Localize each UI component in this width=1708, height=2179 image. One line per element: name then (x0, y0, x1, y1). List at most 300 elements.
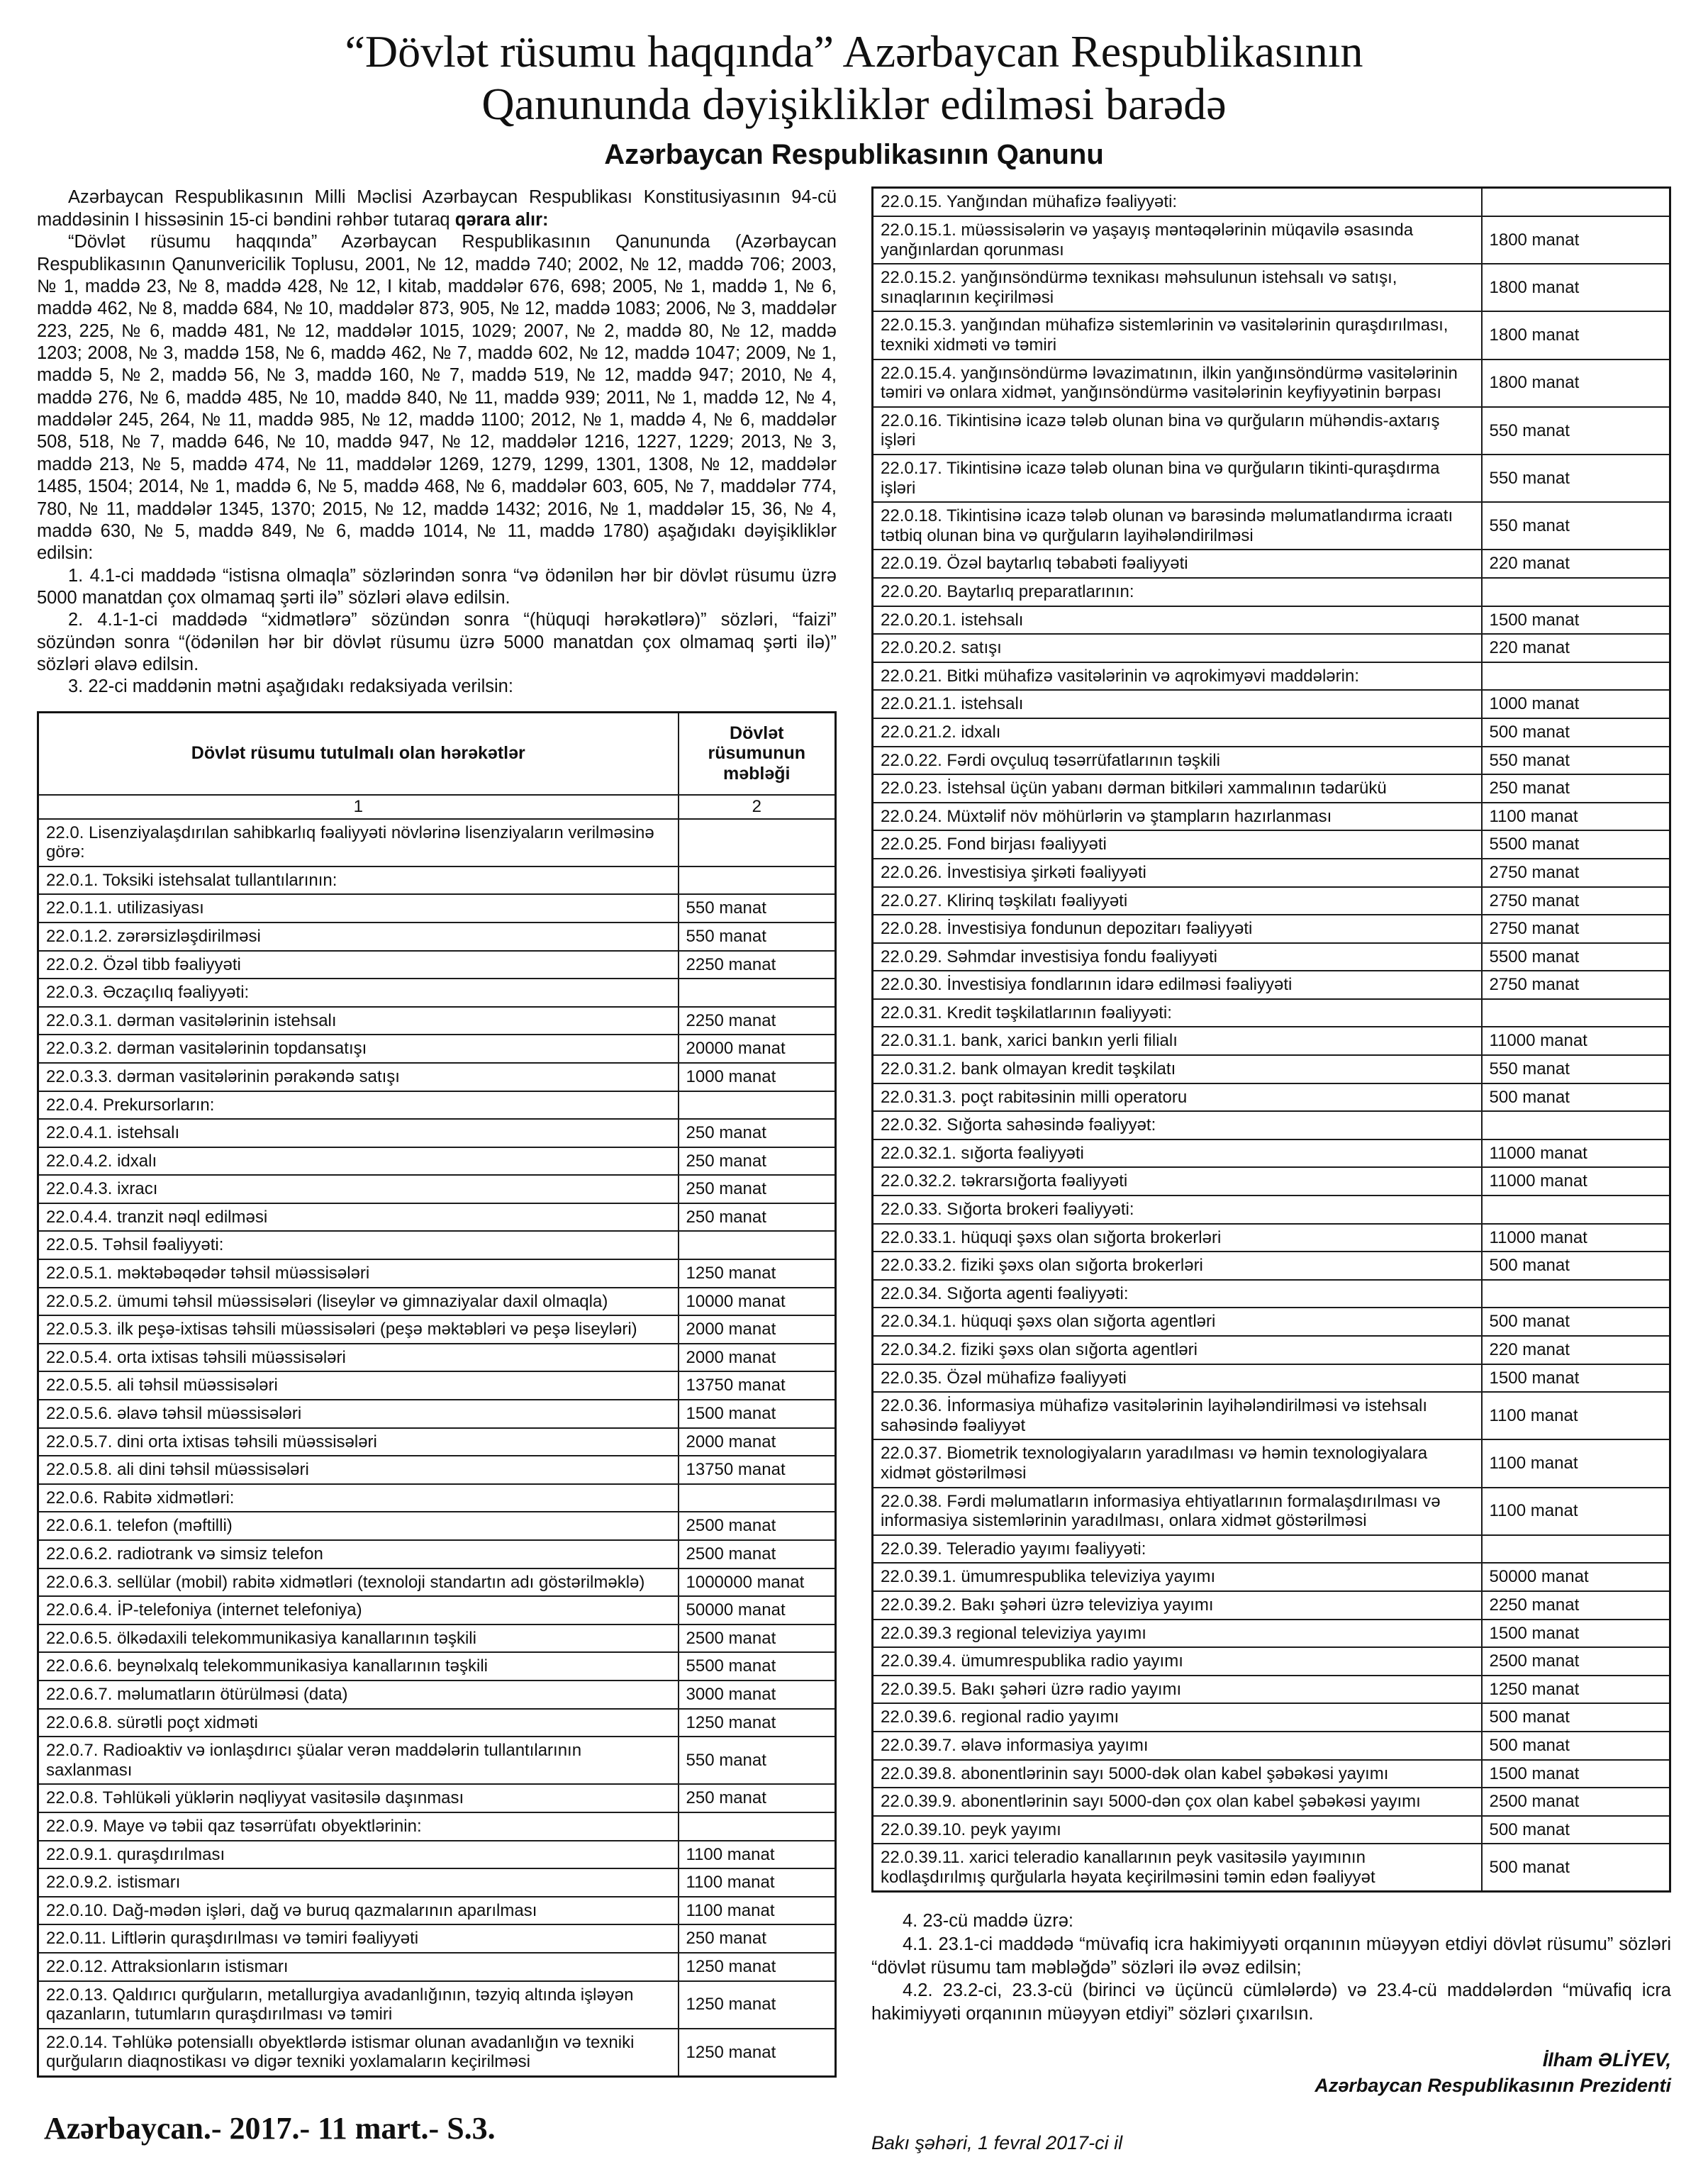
fee-row (38, 1841, 836, 1869)
fee-action-cell: 22.0.20. Baytarlıq preparatlarının: (873, 578, 1482, 606)
fee-action-cell: 22.0.20.1. istehsalı (873, 606, 1482, 635)
fee-action-cell: 22.0.36. İnformasiya mühafizə vasitələrinin layihələndirilməsi və istehsalı sahəsində fəaliyyət (873, 1392, 1482, 1439)
fee-action-cell: 22.0.35. Özəl mühafizə fəaliyyəti (873, 1364, 1482, 1393)
fee-row (873, 1392, 1670, 1439)
fee-row (873, 1224, 1670, 1252)
fee-row (873, 718, 1670, 747)
fee-row (873, 774, 1670, 803)
fee-action-cell: 22.0.14. Təhlükə potensiallı obyektlərdə istismar olunan avadanlığın və texniki qurğuların diaqnostikası və digər texniki yoxlamaların keçirilməsi (38, 2029, 679, 2077)
fee-amount-cell: 2750 manat (1482, 887, 1670, 915)
fee-row (38, 1063, 836, 1091)
fee-row (873, 1364, 1670, 1393)
fee-row (873, 1760, 1670, 1788)
fee-row (38, 1035, 836, 1063)
fee-amount-cell: 550 manat (1482, 1055, 1670, 1083)
fee-action-cell: 22.0.32.2. təkrarsığorta fəaliyyəti (873, 1167, 1482, 1196)
source-citation: Azərbaycan.- 2017.- 11 mart.- S.3. (44, 2111, 496, 2146)
fee-row (873, 1703, 1670, 1732)
fee-row (38, 1175, 836, 1203)
fee-amount-cell: 2250 manat (679, 951, 836, 979)
fee-action-cell: 22.0.33.1. hüquqi şəxs olan sığorta brokerləri (873, 1224, 1482, 1252)
fee-action-cell: 22.0.29. Səhmdar investisiya fondu fəaliyyəti (873, 943, 1482, 971)
fee-amount-cell: 1250 manat (679, 1259, 836, 1288)
fee-amount-cell: 5500 manat (679, 1652, 836, 1681)
column-number-1: 1 (38, 795, 679, 819)
fee-row (873, 1167, 1670, 1196)
fee-amount-cell: 250 manat (679, 1119, 836, 1147)
fee-row (38, 1981, 836, 2029)
fee-row (873, 1563, 1670, 1591)
fee-action-cell: 22.0.2. Özəl tibb fəaliyyəti (38, 951, 679, 979)
fee-amount-cell: 1100 manat (1482, 803, 1670, 831)
fee-row (873, 1488, 1670, 1535)
fee-row (873, 502, 1670, 550)
fee-amount-cell: 1500 manat (1482, 1620, 1670, 1648)
fee-action-cell: 22.0.9.1. quraşdırılması (38, 1841, 679, 1869)
fee-amount-cell (679, 1091, 836, 1120)
fee-action-cell: 22.0.15.4. yanğınsöndürmə ləvazimatının, ilkin yanğınsöndürmə vasitələrinin təmiri və onlara xidmət, yanğınsöndürmə vasitələrinin keyfiyyətinin bərpası (873, 360, 1482, 407)
fee-action-cell: 22.0.5.8. ali dini təhsil müəssisələri (38, 1456, 679, 1484)
fee-row (38, 923, 836, 951)
fee-amount-cell: 11000 manat (1482, 1167, 1670, 1196)
fee-row (873, 407, 1670, 455)
fee-amount-cell: 1100 manat (679, 1897, 836, 1925)
fee-action-cell: 22.0.30. İnvestisiya fondlarının idarə edilməsi fəaliyyəti (873, 971, 1482, 999)
intro-paragraph-3: 1. 4.1-ci maddədə “istisna olmaqla” sözlərindən sonra “və ödənilən hər bir dövlət rüsumu üzrə 5000 manatdan çox olmamaq şərti ilə” sözləri əlavə edilsin. (37, 565, 837, 608)
fee-action-cell: 22.0.39.7. əlavə informasiya yayımı (873, 1732, 1482, 1760)
fee-amount-cell: 5500 manat (1482, 943, 1670, 971)
fee-row (873, 188, 1670, 216)
fee-row (873, 1620, 1670, 1648)
fee-action-cell: 22.0.6.5. ölkədaxili telekommunikasiya kanallarının təşkili (38, 1625, 679, 1653)
fee-table-left-body (38, 819, 836, 2077)
fee-row (873, 1308, 1670, 1336)
fee-row (873, 606, 1670, 635)
fee-row (38, 1709, 836, 1737)
fee-row (873, 999, 1670, 1027)
fee-action-cell: 22.0.9.2. istismarı (38, 1868, 679, 1897)
fee-amount-cell: 250 manat (1482, 774, 1670, 803)
fee-row (873, 887, 1670, 915)
fee-row (38, 1540, 836, 1568)
signature-title: Azərbaycan Respublikasının Prezidenti (1315, 2075, 1671, 2097)
fee-row (873, 578, 1670, 606)
fee-action-cell: 22.0.9. Maye və təbii qaz təsərrüfatı obyektlərinin: (38, 1812, 679, 1841)
fee-row (38, 1203, 836, 1232)
fee-amount-cell (679, 819, 836, 866)
fee-amount-cell: 11000 manat (1482, 1027, 1670, 1055)
fee-row (38, 1484, 836, 1512)
fee-amount-cell: 250 manat (679, 1784, 836, 1812)
fee-table-header (38, 712, 836, 818)
intro-paragraph-1 (37, 186, 837, 231)
fee-row (38, 2029, 836, 2077)
fee-action-cell: 22.0.6. Rabitə xidmətləri: (38, 1484, 679, 1512)
fee-row (38, 1625, 836, 1653)
fee-row (873, 1439, 1670, 1487)
fee-action-cell: 22.0.6.6. beynəlxalq telekommunikasiya kanallarının təşkili (38, 1652, 679, 1681)
fee-action-cell: 22.0.6.4. İP-telefoniya (internet telefoniya) (38, 1596, 679, 1625)
fee-row (38, 1652, 836, 1681)
header-row (38, 712, 836, 795)
fee-row (873, 634, 1670, 662)
fee-action-cell: 22.0.15.1. müəssisələrin və yaşayış məntəqələrinin müqavilə əsasında yanğınlardan qorunması (873, 216, 1482, 264)
fee-row (873, 1647, 1670, 1676)
fee-table-right-body (873, 188, 1670, 1892)
fee-action-cell: 22.0.15. Yanğından mühafizə fəaliyyəti: (873, 188, 1482, 216)
fee-action-cell: 22.0.39.3 regional televiziya yayımı (873, 1620, 1482, 1648)
fee-action-cell: 22.0.31.2. bank olmayan kredit təşkilatı (873, 1055, 1482, 1083)
fee-amount-cell: 1000 manat (1482, 690, 1670, 718)
column-number-row (38, 795, 836, 819)
fee-amount-cell: 20000 manat (679, 1035, 836, 1063)
fee-action-cell: 22.0.5.5. ali təhsil müəssisələri (38, 1371, 679, 1400)
fee-action-cell: 22.0.39.1. ümumrespublika televiziya yayımı (873, 1563, 1482, 1591)
intro-paragraph-1-bold: qərara alır: (454, 209, 549, 230)
fee-amount-cell (1482, 1111, 1670, 1139)
fee-table-left (37, 711, 837, 2078)
fee-amount-cell: 2750 manat (1482, 971, 1670, 999)
fee-amount-cell: 2500 manat (1482, 1647, 1670, 1676)
fee-amount-cell (1482, 188, 1670, 216)
fee-action-cell: 22.0.25. Fond birjası fəaliyyəti (873, 830, 1482, 859)
two-column-layout (0, 186, 1708, 2154)
fee-action-cell: 22.0.16. Tikintisinə icazə tələb olunan bina və qurğuların mühəndis-axtarış işləri (873, 407, 1482, 455)
intro-paragraph-2: “Dövlət rüsumu haqqında” Azərbaycan Respublikasının Qanununda (Azərbaycan Respublikasının Qanunvericilik Toplusu, 2001, № 12, maddə 740; 2002, № 12, maddə 706; 2003, № 1, maddə 23, № 8, maddə 428, № 12, I kitab, maddələr 676, 698; 2005, № 1, maddə 1, № 6, maddə 462, № 8, maddə 684, № 10, maddələr 873, 905, № 12, maddə 1083; 2006, № 3, maddələr 223, 225, № 6, maddə 481, № 12, maddələr 1015, 1029; 2007, № 2, maddə 80, № 12, maddə 1203; 2008, № 3, maddə 158, № 6, maddə 462, № 7, maddə 602, № 12, maddə 1047; 2009, № 1, maddə 5, № 2, maddə 56, № 3, maddə 160, № 7, maddə 519, № 12, maddə 947; 2010, № 4, maddə 276, № 6, maddə 485, № 10, maddə 840, № 11, maddə 939; 2011, № 1, maddə 12, № 4, maddələr 245, 264, № 11, maddə 985, № 12, maddə 1100; 2012, № 1, maddə 4, № 6, maddələr 508, 518, № 7, maddə 646, № 10, maddə 947, № 12, maddələr 1216, 1227, 1229; 2013, № 3, maddə 213, № 5, maddə 474, № 11, maddələr 1269, 1279, 1299, 1301, 1308, № 12, maddələr 1485, 1504; 2014, № 1, maddə 6, № 5, maddə 468, № 6, maddələr 603, 605, № 7, maddələr 774, 780, № 11, maddələr 1345, 1370; 2015, № 12, maddə 1432; 2016, № 1, maddələr 15, 36, № 4, maddə 630, № 5, maddə 849, № 6, maddə 1014, № 11, maddə 1780) aşağıdakı dəyişikliklər edilsin: (37, 232, 837, 564)
fee-amount-cell: 500 manat (1482, 1308, 1670, 1336)
fee-row (38, 866, 836, 895)
fee-amount-cell: 1250 manat (679, 1953, 836, 1981)
fee-row (873, 1083, 1670, 1112)
fee-amount-cell (1482, 999, 1670, 1027)
fee-action-cell: 22.0.39.4. ümumrespublika radio yayımı (873, 1647, 1482, 1676)
fee-action-cell: 22.0.6.3. sellülar (mobil) rabitə xidmətləri (texnoloji standartın adı göstərilməklə) (38, 1568, 679, 1597)
fee-amount-cell: 50000 manat (1482, 1563, 1670, 1591)
fee-row (873, 971, 1670, 999)
fee-amount-cell (679, 979, 836, 1007)
fee-table-right (871, 186, 1671, 1893)
fee-action-cell: 22.0.33. Sığorta brokeri fəaliyyəti: (873, 1196, 1482, 1224)
fee-row (38, 1868, 836, 1897)
fee-action-cell: 22.0.5. Təhsil fəaliyyəti: (38, 1231, 679, 1259)
fee-row (873, 1252, 1670, 1280)
fee-row (873, 1591, 1670, 1620)
fee-row (38, 1512, 836, 1540)
fee-row (38, 1231, 836, 1259)
fee-amount-cell: 2750 manat (1482, 859, 1670, 887)
fee-amount-cell (679, 1812, 836, 1841)
fee-amount-cell: 550 manat (1482, 747, 1670, 775)
fee-action-cell: 22.0.10. Dağ-mədən işləri, dağ və buruq qazmalarının aparılması (38, 1897, 679, 1925)
fee-row (873, 662, 1670, 691)
fee-action-cell: 22.0.5.7. dini orta ixtisas təhsili müəssisələri (38, 1428, 679, 1456)
fee-row (873, 550, 1670, 578)
fee-action-cell: 22.0.4.1. istehsalı (38, 1119, 679, 1147)
fee-amount-cell: 1000000 manat (679, 1568, 836, 1597)
column-number-2: 2 (679, 795, 836, 819)
fee-amount-cell: 3000 manat (679, 1681, 836, 1709)
fee-row (38, 894, 836, 923)
fee-row (38, 1812, 836, 1841)
fee-amount-cell: 500 manat (1482, 1252, 1670, 1280)
fee-action-cell: 22.0.39. Teleradio yayımı fəaliyyəti: (873, 1535, 1482, 1564)
fee-row (873, 1535, 1670, 1564)
fee-amount-cell: 10000 manat (679, 1288, 836, 1316)
right-column (871, 186, 1671, 2154)
fee-action-cell: 22.0.11. Liftlərin quraşdırılması və təmiri fəaliyyəti (38, 1924, 679, 1953)
fee-row (38, 1456, 836, 1484)
fee-amount-cell: 500 manat (1482, 1732, 1670, 1760)
fee-action-cell: 22.0.4.2. idxalı (38, 1147, 679, 1176)
fee-row (873, 803, 1670, 831)
fee-action-cell: 22.0.15.2. yanğınsöndürmə texnikası məhsulunun istehsalı və satışı, sınaqlarının keçirilməsi (873, 264, 1482, 311)
fee-row (38, 1259, 836, 1288)
fee-amount-cell: 11000 manat (1482, 1139, 1670, 1168)
fee-amount-cell (679, 866, 836, 895)
fee-row (38, 1147, 836, 1176)
fee-amount-cell: 500 manat (1482, 1703, 1670, 1732)
fee-row (873, 1788, 1670, 1816)
fee-row (873, 1027, 1670, 1055)
fee-amount-cell: 1800 manat (1482, 216, 1670, 264)
fee-action-cell: 22.0.15.3. yanğından mühafizə sistemlərinin və vasitələrinin quraşdırılması, texniki xidməti və təmiri (873, 311, 1482, 359)
fee-action-cell: 22.0.7. Radioaktiv və ionlaşdırıcı şüalar verən maddələrin tullantılarının saxlanması (38, 1737, 679, 1784)
fee-row (873, 216, 1670, 264)
fee-amount-cell: 2500 manat (1482, 1788, 1670, 1816)
fee-amount-cell: 1800 manat (1482, 311, 1670, 359)
fee-amount-cell: 250 manat (679, 1147, 836, 1176)
fee-action-cell: 22.0.38. Fərdi məlumatların informasiya ehtiyatlarının formalaşdırılması və informasiya sistemlərinin yaradılması, onlara xidmət göstərilməsi (873, 1488, 1482, 1535)
fee-amount-cell (1482, 1196, 1670, 1224)
fee-amount-cell: 1250 manat (1482, 1676, 1670, 1704)
fee-action-cell: 22.0.21. Bitki mühafizə vasitələrinin və aqrokimyəvi maddələrin: (873, 662, 1482, 691)
fee-amount-cell: 1500 manat (1482, 1364, 1670, 1393)
fee-amount-cell: 1100 manat (1482, 1392, 1670, 1439)
fee-row (38, 1119, 836, 1147)
fee-row (38, 1091, 836, 1120)
fee-row (38, 1784, 836, 1812)
fee-amount-cell: 1800 manat (1482, 264, 1670, 311)
fee-row (873, 747, 1670, 775)
fee-amount-cell: 1250 manat (679, 1709, 836, 1737)
fee-amount-cell: 250 manat (679, 1924, 836, 1953)
fee-amount-cell: 500 manat (1482, 1816, 1670, 1844)
fee-amount-cell: 220 manat (1482, 1336, 1670, 1364)
fee-row (873, 915, 1670, 943)
fee-row (38, 1371, 836, 1400)
fee-action-cell: 22.0.22. Fərdi ovçuluq təsərrüfatlarının təşkili (873, 747, 1482, 775)
left-column (37, 186, 837, 2154)
fee-action-cell: 22.0.19. Özəl baytarlıq təbabəti fəaliyyəti (873, 550, 1482, 578)
fee-row (38, 1400, 836, 1428)
fee-row (38, 1737, 836, 1784)
fee-row (38, 1924, 836, 1953)
fee-row (873, 1844, 1670, 1892)
fee-amount-cell: 220 manat (1482, 550, 1670, 578)
intro-paragraph-5: 3. 22-ci maddənin mətni aşağıdakı redaksiyada verilsin: (68, 676, 513, 697)
fee-amount-cell (1482, 1535, 1670, 1564)
fee-action-cell: 22.0.5.1. məktəbəqədər təhsil müəssisələri (38, 1259, 679, 1288)
fee-row (873, 311, 1670, 359)
intro-section (37, 186, 837, 698)
document-title-line2: Qanununda dəyişikliklər edilməsi barədə (481, 79, 1227, 130)
fee-action-cell: 22.0.32.1. sığorta fəaliyyəti (873, 1139, 1482, 1168)
fee-action-cell: 22.0.5.2. ümumi təhsil müəssisələri (liseylər və gimnaziyalar daxil olmaqla) (38, 1288, 679, 1316)
fee-amount-cell: 50000 manat (679, 1596, 836, 1625)
fee-amount-cell: 550 manat (679, 894, 836, 923)
fee-row (873, 1196, 1670, 1224)
fee-action-cell: 22.0.6.1. telefon (məftilli) (38, 1512, 679, 1540)
fee-amount-cell: 13750 manat (679, 1371, 836, 1400)
fee-amount-cell: 500 manat (1482, 1844, 1670, 1892)
fee-action-cell: 22.0.32. Sığorta sahəsində fəaliyyət: (873, 1111, 1482, 1139)
fee-amount-cell: 1000 manat (679, 1063, 836, 1091)
fee-amount-cell: 2500 manat (679, 1625, 836, 1653)
fee-action-cell: 22.0.39.10. peyk yayımı (873, 1816, 1482, 1844)
dateline: Bakı şəhəri, 1 fevral 2017-ci il (871, 2132, 1123, 2154)
fee-action-cell: 22.0.20.2. satışı (873, 634, 1482, 662)
fee-row (38, 1897, 836, 1925)
fee-row (873, 1139, 1670, 1168)
fee-amount-cell: 2000 manat (679, 1344, 836, 1372)
fee-row (873, 1816, 1670, 1844)
fee-amount-cell: 220 manat (1482, 634, 1670, 662)
fee-action-cell: 22.0.13. Qaldırıcı qurğuların, metallurgiya avadanlığının, təzyiq altında işləyən qazanların, tutumların quraşdırılması və təmiri (38, 1981, 679, 2029)
fee-action-cell: 22.0.39.8. abonentlərinin sayı 5000-dək olan kabel şəbəkəsi yayımı (873, 1760, 1482, 1788)
fee-action-cell: 22.0.27. Klirinq təşkilatı fəaliyyəti (873, 887, 1482, 915)
fee-amount-cell: 550 manat (1482, 455, 1670, 502)
fee-row (38, 819, 836, 866)
fee-amount-cell: 2000 manat (679, 1428, 836, 1456)
signature-name: İlham ƏLİYEV, (1542, 2049, 1671, 2071)
fee-amount-cell: 1250 manat (679, 2029, 836, 2077)
fee-row (873, 264, 1670, 311)
fee-amount-cell: 250 manat (679, 1175, 836, 1203)
fee-amount-cell: 1500 manat (1482, 1760, 1670, 1788)
fee-action-cell: 22.0.23. İstehsal üçün yabanı dərman bitkiləri xammalının tədarükü (873, 774, 1482, 803)
fee-amount-cell: 500 manat (1482, 718, 1670, 747)
fee-amount-cell: 1100 manat (679, 1868, 836, 1897)
fee-action-cell: 22.0.3.2. dərman vasitələrinin topdansatışı (38, 1035, 679, 1063)
closing-paragraph-3: 4.2. 23.2-ci, 23.3-cü (birinci və üçüncü cümlələrdə) və 23.4-cü maddələrdən “müvafiq icra hakimiyyəti orqanının müəyyən etdiyi” sözləri çıxarılsın. (871, 1980, 1671, 2024)
fee-amount-cell: 1100 manat (1482, 1488, 1670, 1535)
fee-action-cell: 22.0.34.1. hüquqi şəxs olan sığorta agentləri (873, 1308, 1482, 1336)
header-actions-cell: Dövlət rüsumu tutulmalı olan hərəkətlər (38, 712, 679, 795)
fee-action-cell: 22.0.12. Attraksionların istismarı (38, 1953, 679, 1981)
fee-row (873, 859, 1670, 887)
intro-paragraph-4: 2. 4.1-1-ci maddədə “xidmətlərə” sözündən sonra “(hüquqi hərəkətlərə)” sözləri, “faizi” sözündən sonra “(ödənilən hər bir dövlət rüsumu üzrə 5000 manatdan çox olmamaq şərti ilə)” sözləri əlavə edilsin. (37, 610, 837, 675)
signature-block (871, 2047, 1671, 2099)
fee-row (873, 1111, 1670, 1139)
fee-action-cell: 22.0.31.3. poçt rabitəsinin milli operatoru (873, 1083, 1482, 1112)
fee-amount-cell: 2500 manat (679, 1512, 836, 1540)
closing-section (871, 1910, 1671, 2154)
fee-amount-cell: 2750 manat (1482, 915, 1670, 943)
fee-amount-cell (1482, 578, 1670, 606)
fee-action-cell: 22.0.3. Əczaçılıq fəaliyyəti: (38, 979, 679, 1007)
closing-paragraph-2: 4.1. 23.1-ci maddədə “müvafiq icra hakimiyyəti orqanının müəyyən etdiyi dövlət rüsumu” sözləri “dövlət rüsumu tam məbləğdə” sözləri ilə əvəz edilsin; (871, 1934, 1671, 1978)
fee-row (873, 1336, 1670, 1364)
fee-action-cell: 22.0.1. Toksiki istehsalat tullantılarının: (38, 866, 679, 895)
fee-action-cell: 22.0.28. İnvestisiya fondunun depozitarı fəaliyyəti (873, 915, 1482, 943)
fee-row (38, 1344, 836, 1372)
fee-action-cell: 22.0.6.8. sürətli poçt xidməti (38, 1709, 679, 1737)
fee-row (38, 1953, 836, 1981)
fee-action-cell: 22.0.4.4. tranzit nəql edilməsi (38, 1203, 679, 1232)
fee-row (873, 1280, 1670, 1308)
fee-row (873, 1676, 1670, 1704)
document-title (0, 0, 1708, 130)
fee-amount-cell: 550 manat (679, 923, 836, 951)
fee-action-cell: 22.0.39.9. abonentlərinin sayı 5000-dən çox olan kabel şəbəkəsi yayımı (873, 1788, 1482, 1816)
fee-action-cell: 22.0.39.11. xarici teleradio kanallarının peyk vasitəsilə yayımının kodlaşdırılmış qurğularla həyata keçirilməsini təmin edən fəaliyyət (873, 1844, 1482, 1892)
fee-amount-cell: 1500 manat (679, 1400, 836, 1428)
fee-row (38, 951, 836, 979)
fee-action-cell: 22.0.5.3. ilk peşə-ixtisas təhsili müəssisələri (peşə məktəbləri və peşə liseyləri) (38, 1315, 679, 1344)
fee-action-cell: 22.0.5.6. əlavə təhsil müəssisələri (38, 1400, 679, 1428)
fee-row (38, 1428, 836, 1456)
fee-amount-cell: 550 manat (1482, 502, 1670, 550)
fee-amount-cell: 1100 manat (679, 1841, 836, 1869)
fee-row (38, 1007, 836, 1035)
fee-action-cell: 22.0.39.2. Bakı şəhəri üzrə televiziya yayımı (873, 1591, 1482, 1620)
fee-action-cell: 22.0.24. Müxtəlif növ möhürlərin və ştampların hazırlanması (873, 803, 1482, 831)
fee-action-cell: 22.0.6.7. məlumatların ötürülməsi (data) (38, 1681, 679, 1709)
fee-action-cell: 22.0.21.1. istehsalı (873, 690, 1482, 718)
fee-row (873, 1055, 1670, 1083)
fee-row (38, 1288, 836, 1316)
fee-action-cell: 22.0.21.2. idxalı (873, 718, 1482, 747)
fee-amount-cell: 550 manat (1482, 407, 1670, 455)
fee-action-cell: 22.0.3.3. dərman vasitələrinin pərakəndə satışı (38, 1063, 679, 1091)
fee-amount-cell: 1100 manat (1482, 1439, 1670, 1487)
fee-amount-cell: 1800 manat (1482, 360, 1670, 407)
fee-action-cell: 22.0.33.2. fiziki şəxs olan sığorta brokerləri (873, 1252, 1482, 1280)
fee-row (873, 1732, 1670, 1760)
fee-amount-cell: 2500 manat (679, 1540, 836, 1568)
fee-row (873, 455, 1670, 502)
fee-row (38, 1568, 836, 1597)
fee-action-cell: 22.0. Lisenziyalaşdırılan sahibkarlıq fəaliyyəti növlərinə lisenziyaların verilməsinə görə: (38, 819, 679, 866)
fee-amount-cell: 1250 manat (679, 1981, 836, 2029)
fee-amount-cell: 5500 manat (1482, 830, 1670, 859)
fee-amount-cell: 1500 manat (1482, 606, 1670, 635)
fee-action-cell: 22.0.6.2. radiotrank və simsiz telefon (38, 1540, 679, 1568)
fee-amount-cell (1482, 662, 1670, 691)
fee-action-cell: 22.0.18. Tikintisinə icazə tələb olunan və barəsində məlumatlandırma icraatı tətbiq olunan bina və qurğuların layihələndirilməsi (873, 502, 1482, 550)
fee-action-cell: 22.0.26. İnvestisiya şirkəti fəaliyyəti (873, 859, 1482, 887)
fee-action-cell: 22.0.34. Sığorta agenti fəaliyyəti: (873, 1280, 1482, 1308)
fee-row (873, 943, 1670, 971)
fee-action-cell: 22.0.4. Prekursorların: (38, 1091, 679, 1120)
fee-action-cell: 22.0.5.4. orta ixtisas təhsili müəssisələri (38, 1344, 679, 1372)
fee-amount-cell (1482, 1280, 1670, 1308)
fee-action-cell: 22.0.4.3. ixracı (38, 1175, 679, 1203)
fee-action-cell: 22.0.31.1. bank, xarici bankın yerli filialı (873, 1027, 1482, 1055)
fee-amount-cell: 250 manat (679, 1203, 836, 1232)
fee-amount-cell: 2250 manat (1482, 1591, 1670, 1620)
fee-action-cell: 22.0.8. Təhlükəli yüklərin nəqliyyat vasitəsilə daşınması (38, 1784, 679, 1812)
fee-row (38, 979, 836, 1007)
fee-action-cell: 22.0.1.1. utilizasiyası (38, 894, 679, 923)
fee-action-cell: 22.0.3.1. dərman vasitələrinin istehsalı (38, 1007, 679, 1035)
fee-action-cell: 22.0.39.5. Bakı şəhəri üzrə radio yayımı (873, 1676, 1482, 1704)
fee-row (873, 360, 1670, 407)
fee-amount-cell: 2000 manat (679, 1315, 836, 1344)
closing-paragraph-1: 4. 23-cü maddə üzrə: (903, 1911, 1073, 1932)
fee-amount-cell: 500 manat (1482, 1083, 1670, 1112)
fee-row (38, 1596, 836, 1625)
